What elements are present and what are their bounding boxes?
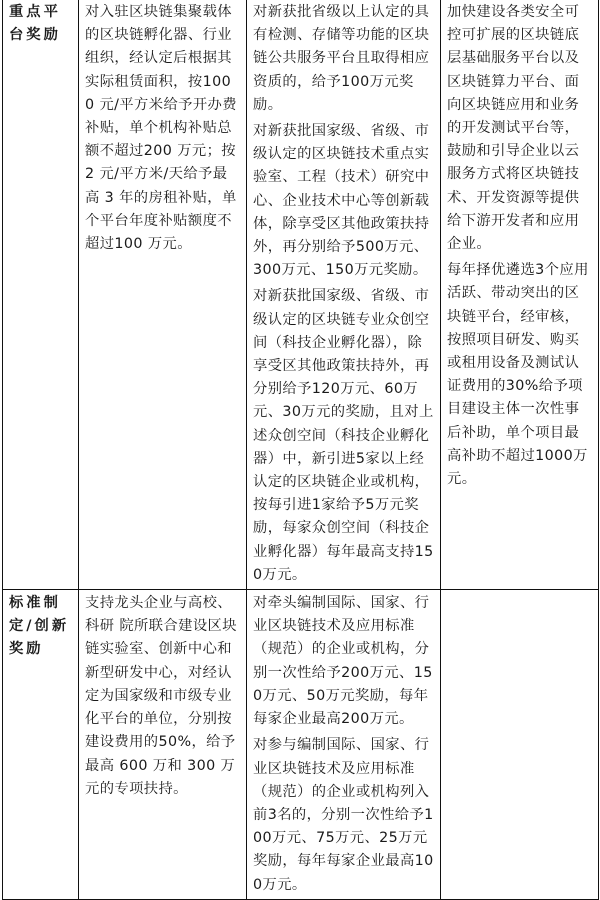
policy-paragraph: 每年择优遴选3个应用活跃、带动突出的区块链平台，经审核，按照项目研发、购买或租用设备及测试认证费用的30%给予项目建设主体一次性事后补助，单个项目最高补助不超过1000万元。 <box>447 262 589 488</box>
table-row <box>3 590 599 900</box>
category-label: 重点平台奖励 <box>9 4 61 44</box>
category-cell <box>3 590 79 900</box>
empty-cell <box>441 590 599 900</box>
table-row <box>3 0 599 590</box>
category-label: 标准制定/创新奖励 <box>9 595 70 658</box>
policy-cell <box>247 0 441 590</box>
policy-paragraph: 对牵头编制国际、国家、行业区块链技术及应用标准（规范）的企业或机构，分别一次性给予200万元、150万元、50万元奖励，每年每家企业最高200万元。 <box>253 595 433 728</box>
policy-paragraph: 对参与编制国际、国家、行业区块链技术及应用标准（规范）的企业或机构列入前3名的，分别一次性给予100万元、75万元、25万元奖励，每年每家企业最高100万元。 <box>253 737 434 893</box>
policy-table <box>2 0 599 900</box>
policy-cell <box>79 0 247 590</box>
policy-paragraph: 支持龙头企业与高校、科研 院所联合建设区块链实验室、创新中心和新型研发中心，对经认定为国家级和市级专业化平台的单位，分别按建设费用的50%，给予最高 600 万和 300 万元的专项扶持。 <box>85 595 237 797</box>
policy-paragraph: 对新获批国家级、省级、市级认定的区块链技术重点实验室、工程（技术）研究中心、企业技术中心等创新载体，除享受区其他政策扶持外，再分别给予500万元、300万元、150万元奖励。 <box>253 123 430 279</box>
category-cell <box>3 0 79 590</box>
policy-cell <box>79 590 247 900</box>
policy-paragraph: 对新获批国家级、省级、市级认定的区块链专业众创空间（科技企业孵化器），除享受区其他政策扶持外，再分别给予120万元、60万元、30万元的奖励，且对上述众创空间（科技企业孵化器）中，新引进5家以上经认定的区块链企业或机构，按每引进1家给予5万元奖励，每家众创空间（科技企业孵化器）每年最高支持150万元。 <box>253 288 434 583</box>
policy-paragraph: 对新获批省级以上认定的具有检测、存储等功能的区块链公共服务平台且取得相应资质的，给予100万元奖励。 <box>253 4 430 113</box>
policy-paragraph: 加快建设各类安全可控可扩展的区块链底层基础服务平台以及区块链算力平台、面向区块链应用和业务的开发测试平台等，鼓励和引导企业以云服务方式将区块链技术、开发资源等提供给下游开发者和应用企业。 <box>447 4 580 253</box>
policy-cell <box>441 0 599 590</box>
policy-paragraph: 对入驻区块链集聚载体的区块链孵化器、行业组织，经认定后根据其实际租赁面积，按1000 元/平方米给予开办费补贴，单个机构补贴总额不超过200 万元；按 2 元/平方米/天给予最高 3 年的房租补贴，单个平台年度补贴额度不超过100 万元。 <box>85 4 237 253</box>
policy-cell <box>247 590 441 900</box>
